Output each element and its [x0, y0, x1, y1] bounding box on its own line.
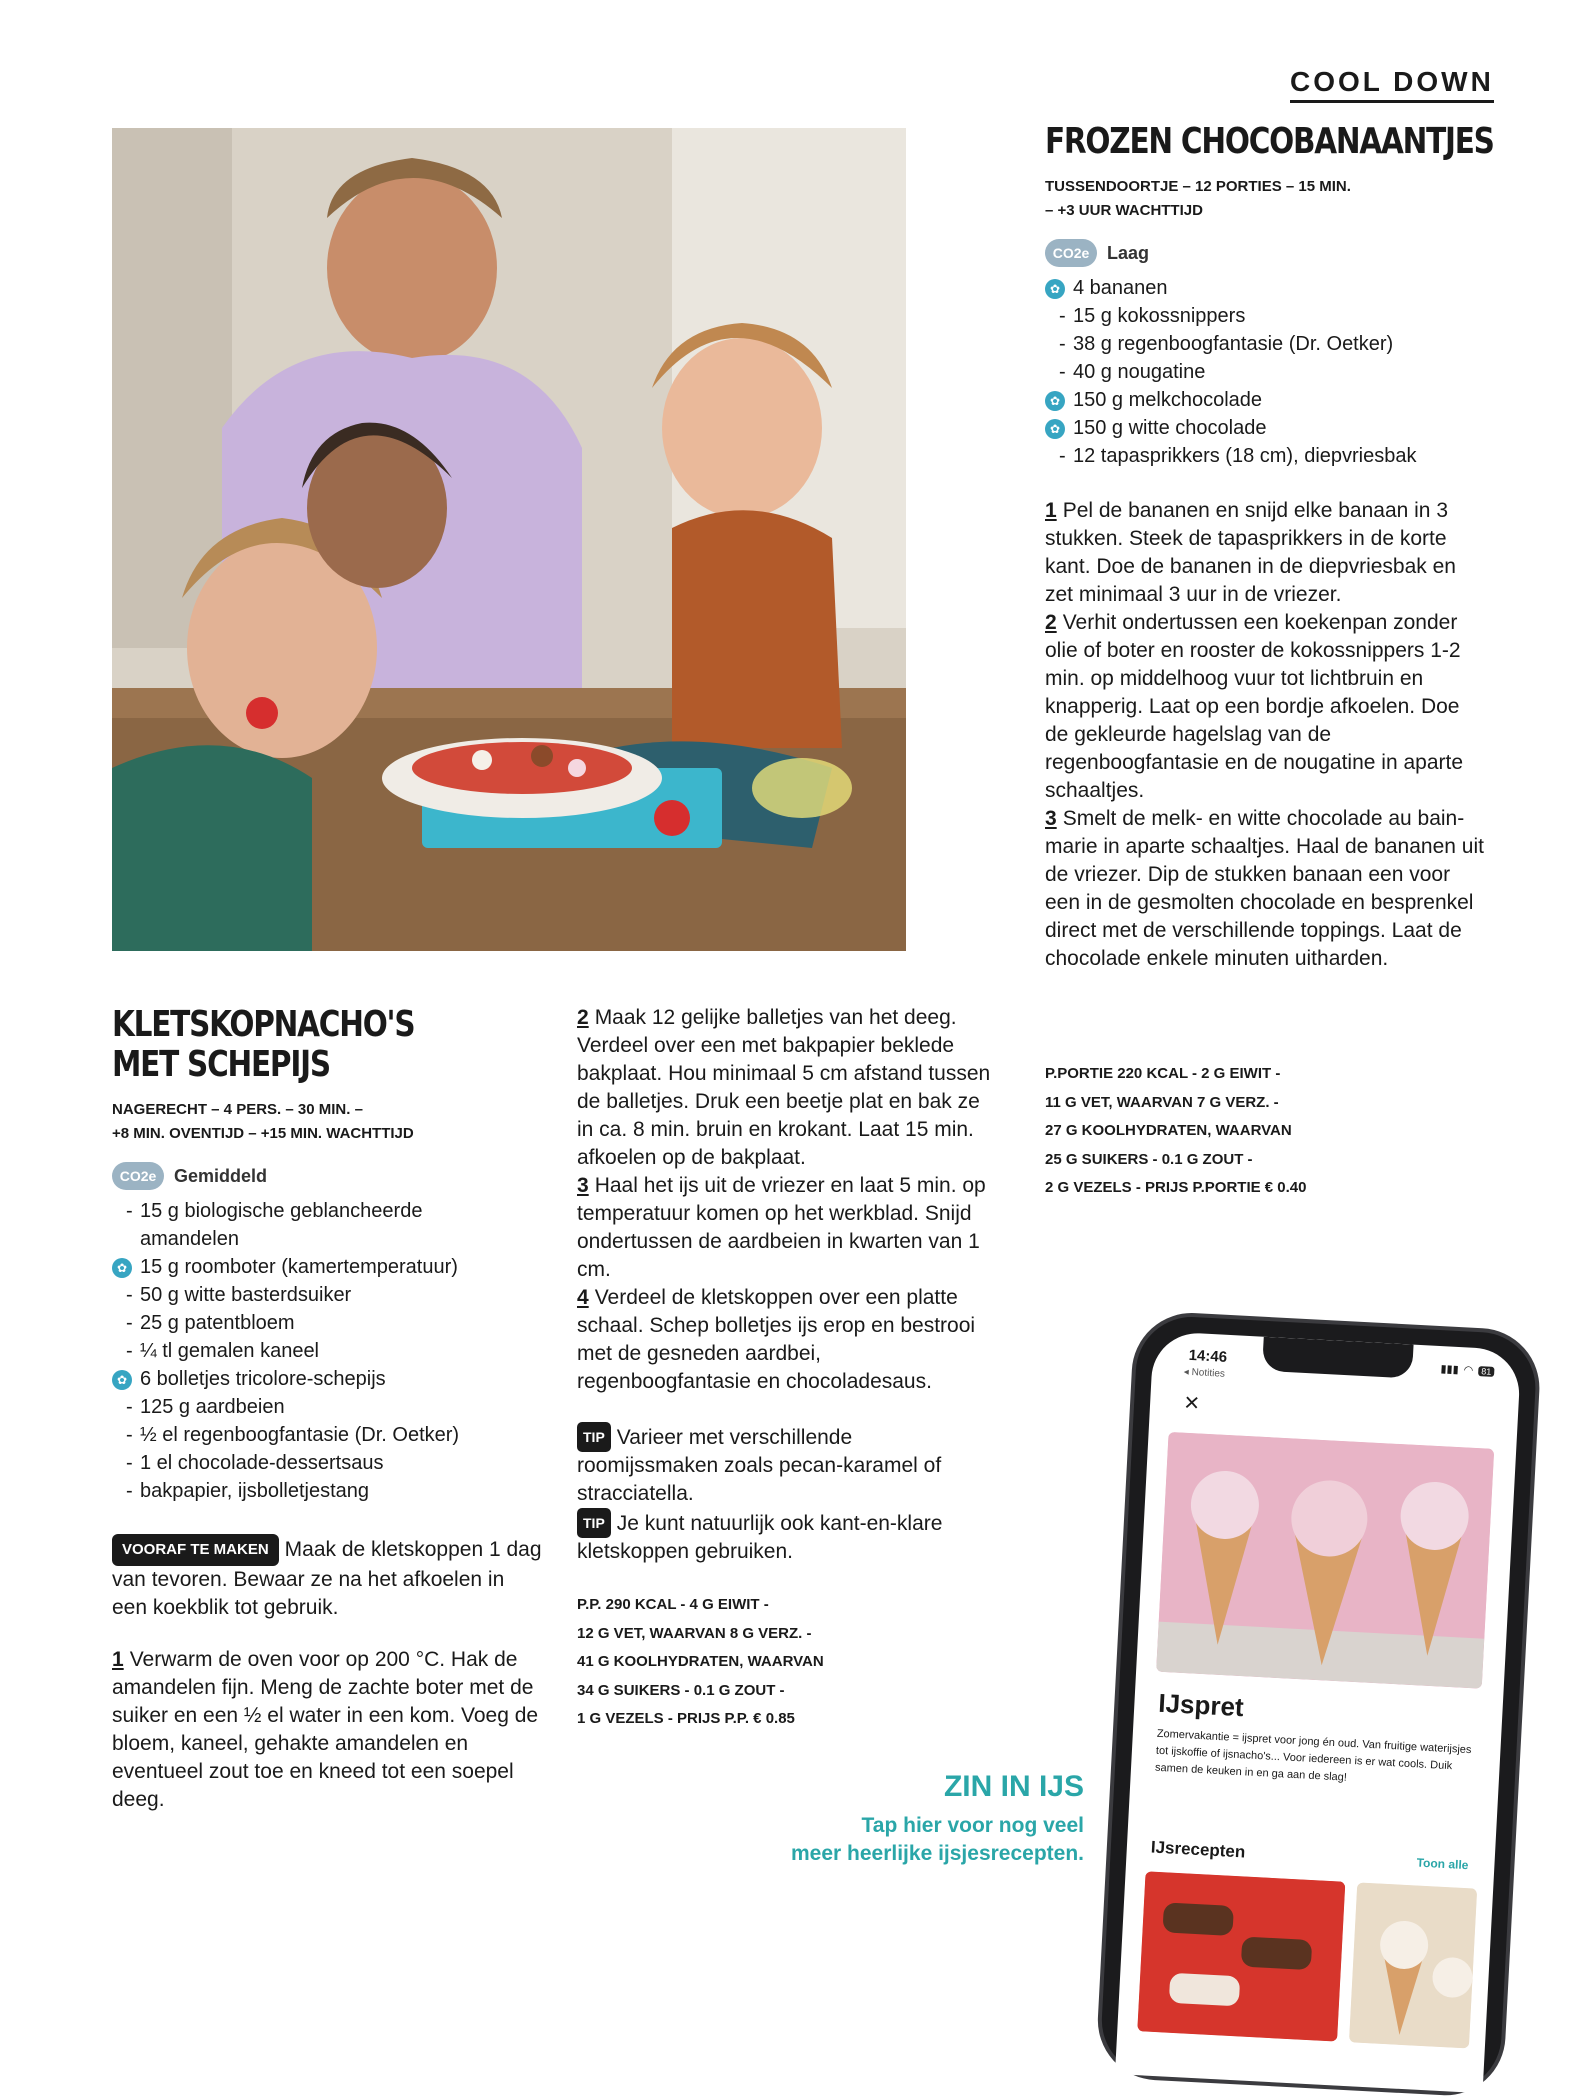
- recipe-meta-left: [112, 1098, 414, 1146]
- low-impact-leaf-icon: ✿: [1045, 279, 1065, 299]
- phone-back-link[interactable]: ◂ Notities: [1183, 1366, 1226, 1380]
- step-text: Smelt de melk- en witte chocolade au bain-marie in aparte schaaltjes. Haal de bananen uit de vriezer. Dip de stukken banaan een voor een in de gesmolten chocolade en besprenkel direct met de verschillende toppings. Laat de chocolade enkele minuten uitharden.: [1045, 807, 1484, 970]
- ingredient-item: [1045, 274, 1485, 302]
- step-text: Maak 12 gelijke balletjes van het deeg. Verdeel over een met bakpapier beklede bakplaat. Hou minimaal 5 cm afstand tussen de balletjes. Druk een beetje plat en bak ze in ca. 8 min. bruin en krokant. Laat 15 min. afkoelen op de bakplaat.: [577, 1006, 991, 1169]
- tip-text: Je kunt natuurlijk ook kant-en-klare kletskoppen gebruiken.: [577, 1512, 943, 1563]
- see-all-link[interactable]: Toon alle: [1416, 1855, 1469, 1873]
- ingredient-text: 15 g roomboter (kamertemperatuur): [140, 1256, 458, 1278]
- nutrition-line: 12 G VET, WAARVAN 8 G VERZ. -: [577, 1624, 812, 1642]
- recipe-meta-right: [1045, 175, 1351, 223]
- ice-cream-cones-image: [1156, 1432, 1494, 1689]
- ingredient-text: bakpapier, ijsbolletjestang: [140, 1480, 370, 1502]
- prep-text: Maak de kletskoppen 1 dag van tevoren. Bewaar ze na het afkoelen in een koekblik tot gebruik.: [112, 1538, 542, 1619]
- ingredient-item: [112, 1253, 512, 1281]
- ingredient-text: 15 g kokossnippers: [1073, 305, 1246, 327]
- ingredient-text: 15 g biologische geblancheerde amandelen: [140, 1200, 423, 1250]
- nutrition-line: 27 G KOOLHYDRATEN, WAARVAN: [1045, 1122, 1292, 1139]
- section-label: COOL DOWN: [1290, 66, 1494, 103]
- nutrition-line: 1 G VEZELS - PRIJS P.P. € 0.85: [577, 1710, 795, 1727]
- nutrition-left: [577, 1591, 824, 1734]
- ice-cream-illustration: [1156, 1432, 1494, 1689]
- ingredient-item: [112, 1421, 512, 1449]
- ingredient-list-right: [1045, 274, 1485, 470]
- promo-line: meer heerlijke ijsjesrecepten.: [790, 1842, 1084, 1865]
- step: [1045, 609, 1485, 805]
- ingredient-text: ½ el regenboogfantasie (Dr. Oetker): [140, 1424, 460, 1446]
- phone-description: Zomervakantie = ijspret voor jong én oud. Van fruitige waterijsjes tot ijskoffie of ijsnacho's... Voor iedereen is er wat cools. Duik samen de keuken in en ga aan de slag!: [1154, 1727, 1472, 1784]
- co2-cloud-icon: CO2e: [112, 1162, 164, 1190]
- co2-rating-right: [1045, 239, 1149, 267]
- co2-level: Laag: [1107, 242, 1150, 263]
- ingredient-text: 38 g regenboogfantasie (Dr. Oetker): [1073, 333, 1394, 355]
- step-number: 3: [577, 1174, 589, 1197]
- ingredient-item: [112, 1393, 512, 1421]
- step: [577, 1284, 997, 1396]
- step-number: 1: [112, 1648, 124, 1671]
- meta-line: +8 MIN. OVENTIJD – +15 MIN. WACHTTIJD: [112, 1125, 414, 1142]
- phone-screen: [1115, 1331, 1521, 2093]
- nutrition-line: 25 G SUIKERS - 0.1 G ZOUT -: [1045, 1150, 1253, 1168]
- co2-rating-left: [112, 1162, 267, 1190]
- ingredient-text: 12 tapasprikkers (18 cm), diepvriesbak: [1073, 445, 1417, 467]
- ingredient-item: [112, 1337, 512, 1365]
- nutrition-line: 2 G VEZELS - PRIJS P.PORTIE € 0.40: [1045, 1179, 1307, 1196]
- promo-link[interactable]: [791, 1812, 1084, 1868]
- nutrition-right: [1045, 1060, 1307, 1203]
- step-text: Verwarm de oven voor op 200 °C. Hak de amandelen fijn. Meng de zachte boter met de suiker en een ½ el water in een kom. Voeg de bloem, kaneel, gehakte amandelen en eventueel zout toe en kneed tot een soepel deeg.: [112, 1648, 539, 1811]
- ingredient-item: [112, 1281, 512, 1309]
- ingredient-item: [1045, 442, 1485, 470]
- ingredient-item: [1045, 302, 1485, 330]
- battery-icon: 81: [1478, 1366, 1495, 1377]
- step-number: 1: [1045, 499, 1057, 522]
- ingredient-item: [112, 1365, 512, 1393]
- meta-line: TUSSENDOORTJE – 12 PORTIES – 15 MIN.: [1045, 178, 1351, 195]
- low-impact-leaf-icon: ✿: [112, 1370, 132, 1390]
- promo-title[interactable]: ZIN IN IJS: [943, 1770, 1084, 1803]
- title-line: KLETSKOPNACHO'S: [112, 1004, 415, 1045]
- step: [1045, 805, 1485, 973]
- ingredient-text: 40 g nougatine: [1073, 361, 1206, 383]
- nutrition-line: 41 G KOOLHYDRATEN, WAARVAN: [577, 1653, 824, 1670]
- instructions-right: [1045, 497, 1485, 973]
- signal-icon: ▮▮▮: [1440, 1363, 1459, 1377]
- low-impact-leaf-icon: ✿: [112, 1258, 132, 1278]
- nutrition-line: P.P. 290 KCAL - 4 G EIWIT -: [577, 1596, 769, 1613]
- ingredient-item: [1045, 414, 1485, 442]
- promo-line: Tap hier voor nog veel: [861, 1814, 1084, 1837]
- meta-line: – +3 UUR WACHTTIJD: [1045, 202, 1203, 219]
- phone-heading: IJspret: [1157, 1687, 1245, 1723]
- phone-status-icons: [1440, 1362, 1494, 1378]
- recipe-tile[interactable]: [1349, 1882, 1477, 2048]
- wifi-icon: ◠: [1463, 1364, 1474, 1377]
- phone-notch: [1262, 1337, 1414, 1379]
- tip-badge: TIP: [577, 1422, 611, 1452]
- co2-cloud-icon: CO2e: [1045, 239, 1097, 267]
- ingredient-item: [1045, 358, 1485, 386]
- close-icon[interactable]: ×: [1183, 1386, 1201, 1418]
- step-text: Pel de bananen en snijd elke banaan in 3 stukken. Steek de tapasprikkers in de korte kant. Doe de bananen in de diepvriesbak en zet minimaal 3 uur in de vriezer.: [1045, 499, 1456, 606]
- instructions-left-col2: [577, 1004, 997, 1396]
- ingredient-item: [112, 1309, 512, 1337]
- prep-ahead-note: [112, 1534, 542, 1622]
- ingredient-text: 150 g melkchocolade: [1073, 389, 1263, 411]
- title-line: MET SCHEPIJS: [112, 1044, 330, 1085]
- photo-illustration: [112, 128, 906, 951]
- ingredient-item: [1045, 386, 1485, 414]
- phone-time: 14:46: [1188, 1346, 1228, 1366]
- ingredient-text: 4 bananen: [1073, 277, 1168, 299]
- ingredient-text: 1 el chocolade-dessertsaus: [140, 1452, 384, 1474]
- phone-section-title: IJsrecepten: [1150, 1837, 1246, 1862]
- family-dessert-photo: [112, 128, 906, 951]
- step-number: 3: [1045, 807, 1057, 830]
- instructions-left-col1: [112, 1646, 542, 1814]
- tip-badge: TIP: [577, 1508, 611, 1538]
- recipe-title-frozen-chocobanaantjes: FROZEN CHOCOBANAANTJES: [1045, 121, 1494, 162]
- tip: [577, 1422, 997, 1508]
- recipe-tile[interactable]: [1137, 1871, 1345, 2041]
- step: [577, 1172, 997, 1284]
- step-text: Verdeel de kletskoppen over een platte schaal. Schep bolletjes ijs erop en bestrooi met de gesneden aardbei, regenboogfantasie en chocoladesaus.: [577, 1286, 976, 1393]
- sprinkle-pops-illustration: [1137, 1871, 1345, 2041]
- ingredient-text: 50 g witte basterdsuiker: [140, 1284, 352, 1306]
- ingredient-item: [1045, 330, 1485, 358]
- meta-line: NAGERECHT – 4 PERS. – 30 MIN. –: [112, 1101, 363, 1118]
- ingredient-text: 6 bolletjes tricolore-schepijs: [140, 1368, 386, 1390]
- step-number: 2: [1045, 611, 1057, 634]
- low-impact-leaf-icon: ✿: [1045, 419, 1065, 439]
- ingredient-item: [112, 1449, 512, 1477]
- nutrition-line: 11 G VET, WAARVAN 7 G VERZ. -: [1045, 1093, 1279, 1111]
- step-number: 2: [577, 1006, 589, 1029]
- recipe-title-kletskopnachos: [112, 1005, 414, 1085]
- ingredient-list-left: [112, 1197, 512, 1505]
- nutrition-line: 34 G SUIKERS - 0.1 G ZOUT -: [577, 1681, 785, 1699]
- phone-mockup[interactable]: [1095, 1310, 1543, 2098]
- tip: [577, 1508, 997, 1566]
- step-text: Haal het ijs uit de vriezer en laat 5 min. op temperatuur komen op het werkblad. Snijd ondertussen de aardbeien in kwarten van 1 cm.: [577, 1174, 986, 1281]
- step-number: 4: [577, 1286, 589, 1309]
- nutrition-line: P.PORTIE 220 KCAL - 2 G EIWIT -: [1045, 1065, 1281, 1082]
- prep-ahead-badge: VOORAF TE MAKEN: [112, 1534, 279, 1566]
- step: [577, 1004, 997, 1172]
- step: [1045, 497, 1485, 609]
- low-impact-leaf-icon: ✿: [1045, 391, 1065, 411]
- ingredient-text: 150 g witte chocolade: [1073, 417, 1267, 439]
- tips: [577, 1422, 997, 1566]
- ingredient-text: 125 g aardbeien: [140, 1396, 285, 1418]
- co2-level: Gemiddeld: [174, 1165, 268, 1186]
- ingredient-text: ¼ tl gemalen kaneel: [140, 1340, 320, 1362]
- cupcake-cones-illustration: [1349, 1882, 1477, 2048]
- step-text: Verhit ondertussen een koekenpan zonder olie of boter en rooster de kokossnippers 1-2 min. op middelhoog vuur tot lichtbruin en knapperig. Laat op een bordje afkoelen. Doe de gekleurde hagelslag van de regenboogfantasie en de nougatine in aparte schaaltjes.: [1045, 611, 1464, 802]
- ingredient-item: [112, 1477, 512, 1505]
- ingredient-item: [112, 1197, 512, 1253]
- ingredient-text: 25 g patentbloem: [140, 1312, 295, 1334]
- tip-text: Varieer met verschillende roomijssmaken zoals pecan-karamel of stracciatella.: [577, 1426, 942, 1505]
